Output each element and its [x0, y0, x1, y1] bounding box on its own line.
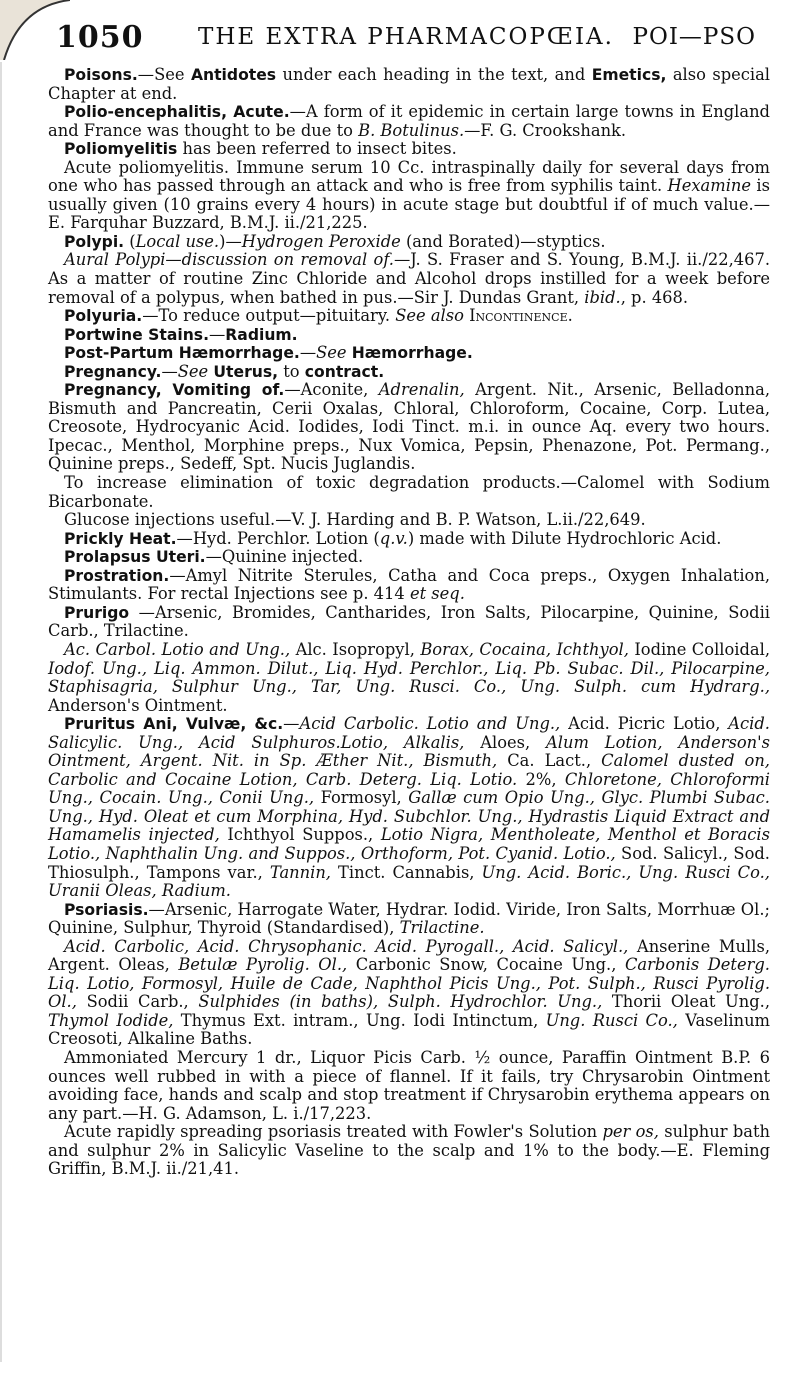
entry [48, 326, 770, 345]
entry [48, 140, 770, 159]
entry-text: Vaselinum Creosoti, Alkaline Baths. [48, 1010, 770, 1049]
entry-text: Iodof. Ung., Liq. Ammon. Dilut., Liq. Hyd. Perchlor., Liq. Pb. Subac. Dil., Pilocarpine, Staphisagria, Sulphur Ung., Tar, Ung. Rusci. Co., Ung. Sulph. cum Hydrarg., [48, 658, 770, 697]
entry-text: Thymol Iodide, [48, 1010, 174, 1030]
entry [48, 548, 770, 567]
page-range: POI—PSO [632, 24, 756, 50]
entry-text: Acid. Salicylic. Ung., Acid Sulphuros.Lotio, Alkalis, [48, 714, 770, 752]
entry-text: Uterus, [213, 362, 279, 381]
entry-text: —See [137, 65, 191, 84]
entry-text: Alum Lotion, Anderson's Ointment, Argent. Nit. in Sp. Æther Nit., Bismuth, [48, 732, 770, 771]
entry-text: —Arsenic, Harrogate Water, Hydrar. Iodid. Viride, Iron Salts, Morrhuæ Ol.; Quinine, Sulphur, Thyroid (Standardised), [48, 899, 770, 938]
page-number: 1050 [56, 20, 144, 55]
entry-paragraph [48, 1123, 770, 1179]
entry-text: Acid. Picric Lotio, [560, 714, 729, 734]
entry-text: — [209, 324, 226, 344]
entry-text: Local use. [135, 231, 220, 251]
entry-text: Sodii Carb., [76, 992, 199, 1012]
entry-text: —Hyd. Perchlor. Lotion ( [176, 528, 380, 548]
entry-text: is usually given (10 grains every 4 hours) in acute stage but doubtful if of much value.—E. Farquhar Buzzard, B.M.J. ii./21,225. [48, 176, 770, 233]
entry-text: per os, [602, 1122, 659, 1142]
entry-text: Aural Polypi—discussion on removal of. [64, 250, 394, 270]
entry-text: under each heading in the text, and [276, 65, 592, 84]
entry-text: Adrenalin, [378, 380, 465, 400]
entry-text: Glucose injections useful.—V. J. Harding and B. P. Watson, L.ii./22,649. [64, 510, 646, 530]
entry-text: q.v. [379, 528, 408, 548]
entry-text: Ac. Carbol. Lotio and Ung., [64, 639, 291, 659]
entry [48, 363, 770, 382]
body-text [48, 66, 770, 1179]
entry-text: Alc. Isopropyl, [290, 639, 421, 659]
entry-paragraph [48, 474, 770, 511]
entry-text: Hydrogen Peroxide [241, 231, 401, 251]
entry [48, 103, 770, 140]
entry-text: Sulphides (in baths), Sulph. Hydrochlor. Ung., [198, 992, 603, 1012]
entry-heading: Prickly Heat. [64, 529, 177, 548]
entry-text: — [283, 714, 300, 734]
entry-text: —Aconite, [284, 380, 379, 400]
entry-text: —Arsenic, Bromides, Cantharides, Iron Salts, Pilocarpine, Quinine, Sodii Carb., Trilactine. [48, 602, 770, 641]
entry-paragraph [48, 159, 770, 233]
entry-text: Ca. Lact., [497, 751, 602, 771]
entry-text: —To reduce output—pituitary. [142, 306, 396, 326]
entry-text: sulphur bath and sulphur 2% in Salicylic Vaseline to the scalp and 1% to the body.—E. Fleming Griffin, B.M.J. ii./21,41. [48, 1122, 771, 1179]
entry-text: to [278, 361, 305, 381]
entry [48, 66, 770, 103]
entry-heading: Prostration. [64, 566, 170, 585]
entry [48, 901, 770, 938]
entry-text: —F. G. Crookshank. [464, 120, 627, 140]
entry-text: Hæmorrhage. [351, 344, 473, 363]
entry-text: )— [219, 231, 242, 251]
entry-heading: Pregnancy, Vomiting of. [64, 381, 285, 400]
entry-text: —Quinine injected. [205, 547, 364, 567]
entry-text: Chloretone, Chloroformi Ung., Cocain. Ung., Conii Ung., [48, 769, 770, 808]
entry-text: Argent. Nit., Arsenic, Belladonna, Bismuth and Pancreatin, Cerii Oxalas, Chloral, Chloroform, Cocaine, Corp. Lutea, Creosote, Hydrocyanic Acid. Iodides, Iodi Tinct. m.i. in ounce Aq. every two hours. Ipecac., Menthol, Morphine preps., Nux Vomica, Pepsin, Phenazone, Pot. Permang., Quinine preps., Sedeff, Spt. Nucis Juglandis. [48, 380, 771, 474]
entry [48, 530, 770, 549]
entry-text: To increase elimination of toxic degradation products.—Calomel with Sodium Bicarbonate. [48, 473, 770, 511]
entry-text: Formosyl, [314, 788, 409, 808]
entry-text: B. Botulinus. [358, 120, 465, 140]
entry-paragraph [48, 641, 770, 715]
entry-heading: Psoriasis. [64, 900, 149, 919]
entry-text: Lotio Nigra, Mentholeate, Menthol et Boracis Lotio., Naphthalin Ung. and Suppos., Orthoform, Pot. Cyanid. Lotio., [48, 825, 770, 863]
entry-text: ibid. [584, 287, 621, 307]
entry-text: Antidotes [190, 66, 277, 84]
entry-text: See [177, 361, 209, 381]
entry-text: Ammoniated Mercury 1 dr., Liquor Picis Carb. ½ ounce, Paraffin Ointment B.P. 6 ounces well rubbed in with a piece of flannel. If it fails, try Chrysarobin Ointment avoiding face, hands and scalp and stop treatment if Chrysarobin erythema appears on any part.—H. G. Adamson, L. i./17,223. [48, 1047, 770, 1123]
entry-text: Tannin, [269, 862, 331, 882]
entry-paragraph [48, 251, 770, 307]
entry-text: —Amyl Nitrite Sterules, Catha and Coca preps., Oxygen Inhalation, Stimulants. For rectal Injections see p. 414 [48, 565, 770, 604]
entry-text: See also [395, 306, 464, 326]
entry-text: Thymus Ext. intram., Ung. Iodi Intinctum, [173, 1010, 546, 1030]
entry [48, 604, 770, 641]
entry-text: ) made with Dilute Hydrochloric Acid. [407, 528, 722, 548]
running-title: THE EXTRA PHARMACOPŒIA. [198, 24, 614, 50]
entry-text: Tinct. Cannabis, [331, 862, 482, 882]
entry-text: Gallæ cum Opio Ung., Glyc. Plumbi Subac. Ung., Hyd. Oleat et cum Morphina, Hyd. Subchlor. Ung., Hydrastis Liquid Extract and Hamamelis injected, [48, 788, 770, 845]
entry-heading: Prolapsus Uteri. [64, 548, 206, 567]
entry-text: — [299, 343, 317, 363]
entry [48, 307, 770, 326]
entry-text: Aloes, [464, 732, 547, 752]
entry [48, 233, 770, 252]
entry [48, 344, 770, 363]
entry-heading: Pregnancy. [64, 362, 162, 381]
entry-text: ( [124, 231, 136, 251]
entry-text: also special Chapter at end. [48, 65, 770, 103]
entry-text: Carbonic Snow, Cocaine Ung., [347, 955, 625, 975]
entry-heading: Pruritus Ani, Vulvæ, &c. [64, 715, 284, 734]
entry-text: Carbonis Deterg. Liq. Lotio, Formosyl, Huile de Cade, Naphthol Picis Ung., Pot. Sulph., Rusci Pyrolig. Ol., [48, 955, 770, 1012]
entry-text: Sod. Salicyl., Sod. Thiosulph., Tampons var., [48, 843, 770, 882]
entry-text: contract. [304, 362, 385, 381]
entry-text: 2%, [517, 769, 565, 789]
entry-text: Ung. Acid. Boric., Ung. Rusci Co., Uranii Oleas, Radium. [48, 862, 770, 901]
entry-heading: Polio-encephalitis, Acute. [64, 103, 290, 122]
entry [48, 567, 770, 604]
entry-text: —A form of it epidemic in certain large towns in England and France was thought to be due to [48, 102, 770, 140]
entry-heading: Polyuria. [64, 307, 143, 326]
entry-text: Acid Carbolic. Lotio and Ung., [299, 714, 561, 734]
entry-heading: Prurigo [64, 603, 130, 622]
entry-text: Calomel dusted on, Carbolic and Cocaine Lotion, Carb. Deterg. Liq. Lotio. [48, 751, 770, 789]
entry-text: Anserine Mulls, Argent. Oleas, [48, 936, 770, 975]
entry-heading: Portwine Stains. [64, 325, 210, 344]
entry-text: has been referred to insect bites. [177, 139, 457, 159]
entry-text: Acid. Carbolic, Acid. Chrysophanic. Acid. Pyrogall., Acid. Salicyl., [64, 936, 629, 956]
entry-text: , p. 468. [620, 287, 689, 307]
entry-text: Thorii Oleat Ung., [602, 992, 771, 1012]
entry-heading: Post-Partum Hæmorrhage. [64, 344, 300, 363]
entry-text: See [316, 343, 347, 363]
entry-paragraph [48, 1049, 770, 1123]
entry [48, 381, 770, 474]
page-header [56, 20, 756, 56]
entry-text: Borax, Cocaina, Ichthyol, [420, 639, 629, 659]
entry-text: Incontinence. [469, 306, 573, 326]
entry-text: Radium. [225, 325, 298, 344]
entry-text: Acute rapidly spreading psoriasis treated with Fowler's Solution [64, 1122, 603, 1142]
entry-text: Hexamine [667, 176, 752, 196]
entry-heading: Polypi. [64, 232, 125, 251]
entry-heading: Poliomyelitis [64, 140, 178, 159]
entry-text: Iodine Colloidal, [628, 639, 770, 659]
entry-text: Betulæ Pyrolig. Ol., [178, 955, 348, 975]
entry-text: Ung. Rusci Co., [545, 1010, 678, 1030]
entry-text: (and Borated)—styptics. [400, 231, 606, 251]
entry-text: Ichthyol Suppos., [219, 825, 381, 845]
page-edge-shadow [0, 62, 2, 1362]
entry-paragraph [48, 938, 770, 1049]
entry-text: Emetics, [591, 66, 667, 84]
entry-text: Anderson's Ointment. [48, 695, 228, 715]
entry-text: et seq. [409, 584, 465, 604]
entry-heading: Poisons. [64, 66, 138, 84]
entry-text: — [161, 361, 178, 381]
entry [48, 715, 770, 900]
entry-text: —J. S. Fraser and S. Young, B.M.J. ii./22,467. As a matter of routine Zinc Chloride and Alcohol drops instilled for a week before removal of a polypus, when bathed in pus.—Sir J. Dundas Grant, [48, 250, 770, 307]
entry-paragraph [48, 511, 770, 530]
entry-text: Acute poliomyelitis. Immune serum 10 Cc. intraspinally daily for several days from one who has passed through an attack and who is free from syphilis taint. [48, 157, 770, 196]
entry-text: Trilactine. [399, 918, 485, 938]
